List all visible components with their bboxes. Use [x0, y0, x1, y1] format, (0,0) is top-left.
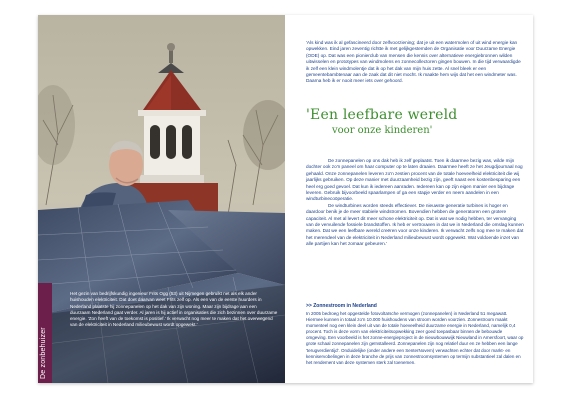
section-tab [38, 283, 52, 383]
section-heading: >> Zonnestroom in Nederland [306, 303, 377, 309]
section-tab-label: De zonbehuizer [40, 327, 47, 379]
body-paragraph-1: De zonnepanelen op ons dak heb ik zelf geplaatst. Toen ik daarmee bezig was, wilde mijn dochter ook zo'n paneel om haar computer op te laten draaien. Daarmee heeft ze het Jeugdjournaal nog gehaald. Onze zonnepanelen leveren zo'n zestien procent van de totale hoeveelheid elektriciteit die wij jaarlijks gebruiken. Op deze manier met duurzaamheid bezig zijn, geeft naast een kostenbesparing een heel erg goed gevoel. Dat kun ik iedereen aanraden. Iedereen kan op zijn eigen manier een bijdrage leveren. Gebruik bijvoorbeeld spaarlampen of ga een stapje verder en neem aandelen in een windturbinecoöperatie. [306, 158, 523, 202]
left-page [38, 15, 285, 383]
article-heading [306, 107, 457, 137]
right-page [285, 15, 533, 383]
section-body: In 2005 bedroeg het opgestelde fotovoltaïsche vermogen (zonnepanelen) in Nederland 51 megawatt. Hiermee kunnen in totaal zo'n 10.000 huishoudens van stroom worden voorzien. Zonnestroom maakt momenteel nog een klein deel uit van de totale hoeveelheid duurzame energie in Nederland, namelijk 0,4 procent. Toch is deze vorm van elektriciteitsopwekking zeer goed toepasbaar binnen de bebouwde omgeving. Een voorbeeld is het zonne-energieproject in de nieuwbouwwijk Nieuwland in Amersfoort, waar op grote schaal zonnepanelen zijn geïnstalleerd. Zonnepanelen zijn nog relatief duur en ze hebben een lange 'terugverdientijd'. Onduidelijke (onder andere een SenterNovem) verwachten echter dat door markt- en kenniservobelingen in deze branche de prijs van zonnestroomsystemen op termijn substantieel zal dalen en het rendement van deze systemen sterk zal toenemen. [306, 311, 524, 365]
body-paragraph-2: De windturbines worden steeds effectiever. De nieuwste generatie turbines is hoger en daardoor benik je de meer stabiele windstromen. Bovendien hebben de generatoren een grotere capaciteit. Al met al levert dit meer schone elektriciteit op. Dat is wat we nodig hebben, ter vervanging van de vervuilende fossiele brandstoffen. Ik heb er vertrouwen in dat we in Nederland die omslag kunnen maken. Dat we een leefbare wereld creëren voor onze kinderen. Ik verwacht zelfs nog mee te maken dat het merendeel van de elektriciteit in Nederland milieubewust wordt opgewekt. Wat voldoende inzet van alle partijen kan het zomaar gebeuren.' [306, 202, 524, 247]
magazine-spread [38, 15, 533, 383]
heading-line-1: 'Een leefbare wereld [306, 107, 458, 123]
heading-line-2: voor onze kinderen' [332, 125, 433, 136]
photo-caption: Het gezin van bedrijfskundig ingenieur Frits Ogg (53) uit Nijmegen gebruikt net als elk ander huishouden elektriciteit. Dat doet daarvan weet Frits zelf op. Als een van de eerste huurders in Nederland plaatste hij zonnepanelen op het dak van zijn woning. Maar zijn bijdrage aan een duurzaam Nederland gaat verder. Al jaren is hij actief in organisaties die zich bezinnen over duurzame energie. 'Zon heeft van de toekomst is positief.' Ik verwacht nog meer te maken dat het overwegend van de elektriciteit in Nederland milieubewust wordt opgewekt.' [70, 291, 278, 328]
article-body [306, 158, 524, 248]
intro-paragraph: 'Als kind was ik al gefascineerd door zelfvoorziening; dat je uit een watermolen of uit wind energie kan opwekken. Eind jaren zeventig richtte ik met gelijkgestemden de Organisatie voor Duurzame Energie (ODE) op. Dat was een pionierclub van mensen die kennis over alternatieve energiebronnen wilden uitwisselen en prototypes van windmolens en zonnecollectoren gingen bouwen. In die tijd verwaardigde ik zelf een klein windmolentje dat ik op het dak van mijn huis zette. Al snel bleek er een gemeentebambtenaar aan de zaak dat dit niet mocht. Ik maakte hem wijs dat het een windmeter was. Daarna heb ik er nooit meer iets over gehoord. [306, 40, 521, 84]
